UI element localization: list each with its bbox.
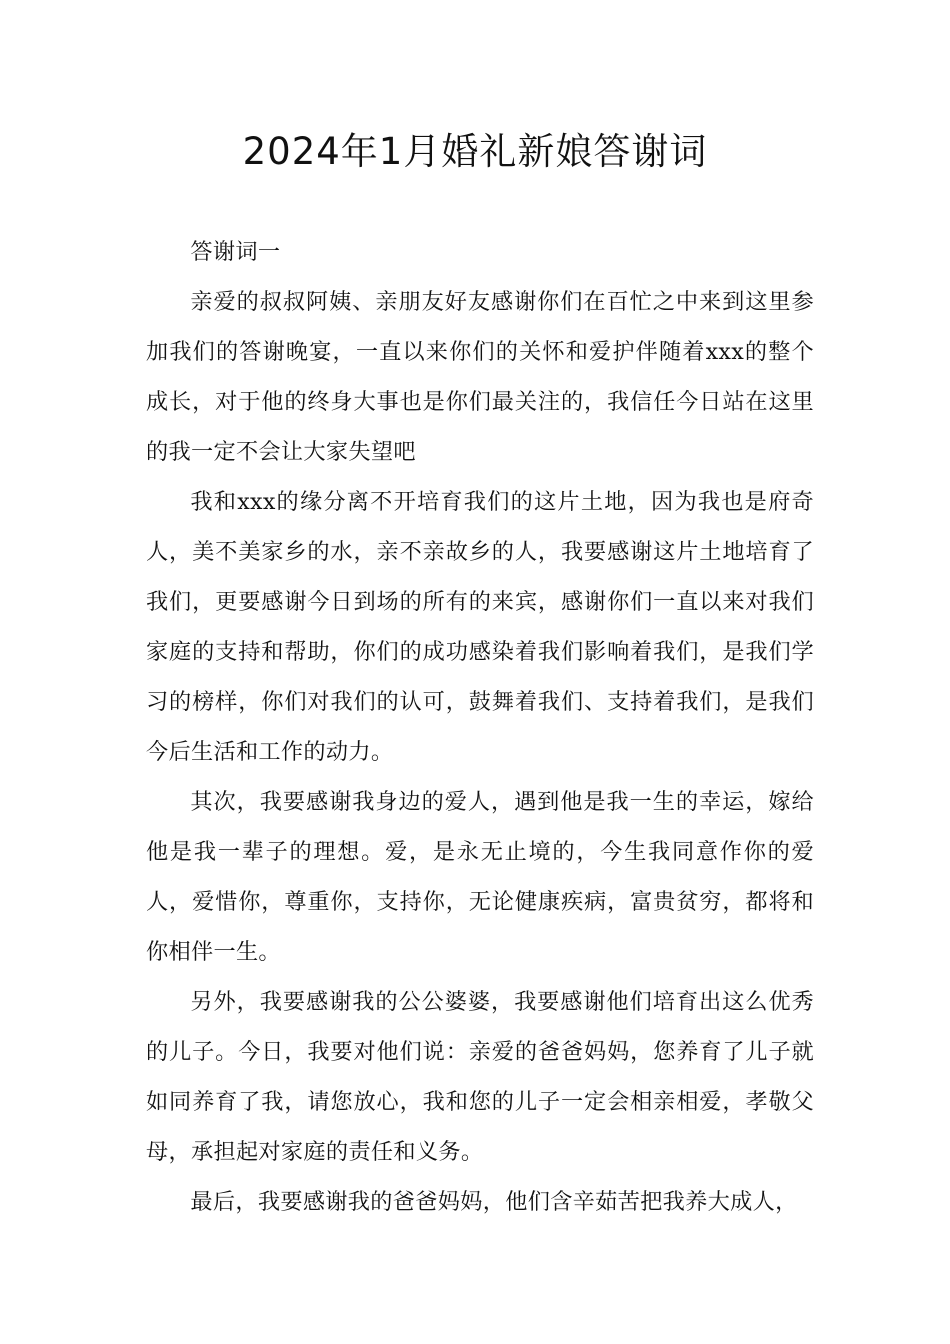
paragraph: 其次，我要感谢我身边的爱人，遇到他是我一生的幸运，嫁给他是我一辈子的理想。爱，是永无止境的，今生我同意作你的爱人，爱惜你，尊重你，支持你，无论健康疾病，富贵贫穷，都将和你相伴一生。 xyxy=(146,789,814,965)
paragraph: 最后，我要感谢我的爸爸妈妈，他们含辛茹苦把我养大成人， xyxy=(190,1189,798,1215)
section-heading: 答谢词一 xyxy=(190,239,281,265)
paragraph: 亲爱的叔叔阿姨、亲朋友好友感谢你们在百忙之中来到这里参加我们的答谢晚宴，一直以来你们的关怀和爱护伴随着xxx的整个成长，对于他的终身大事也是你们最关注的，我信任今日站在这里的我一定不会让大家失望吧 xyxy=(146,289,814,465)
document-body xyxy=(146,227,814,1227)
document-title: 2024年1月婚礼新娘答谢词 xyxy=(242,130,708,173)
paragraph: 我和xxx的缘分离不开培育我们的这片土地，因为我也是府奇人，美不美家乡的水，亲不亲故乡的人，我要感谢这片土地培育了我们，更要感谢今日到场的所有的来宾，感谢你们一直以来对我们家庭的支持和帮助，你们的成功感染着我们影响着我们，是我们学习的榜样，你们对我们的认可，鼓舞着我们、支持着我们，是我们今后生活和工作的动力。 xyxy=(146,489,814,765)
paragraph: 另外，我要感谢我的公公婆婆，我要感谢他们培育出这么优秀的儿子。今日，我要对他们说：亲爱的爸爸妈妈，您养育了儿子就如同养育了我，请您放心，我和您的儿子一定会相亲相爱，孝敬父母，承担起对家庭的责任和义务。 xyxy=(146,989,814,1165)
